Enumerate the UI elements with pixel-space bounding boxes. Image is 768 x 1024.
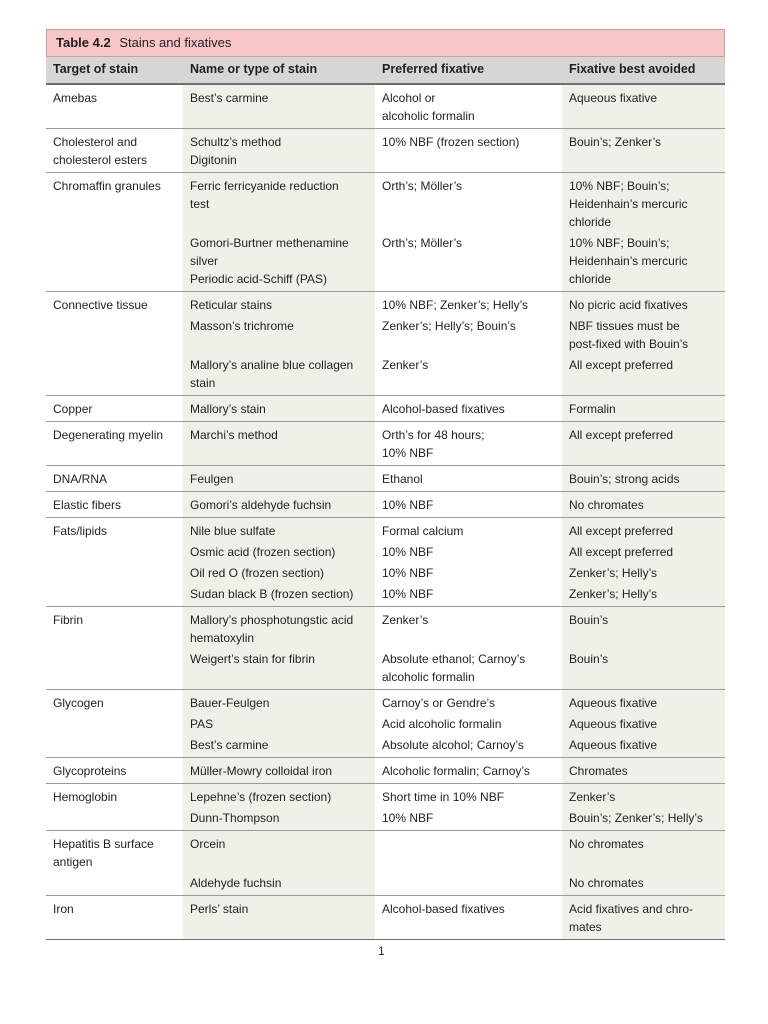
- cell-stain: Best’s carmine: [183, 736, 375, 757]
- cell-stain: Osmic acid (frozen section): [183, 543, 375, 564]
- table-row: [46, 234, 725, 291]
- cell-preferred-fixative: [375, 831, 562, 874]
- cell-preferred-fixative: [375, 874, 562, 895]
- cell-stain: Gomori-Burtner methenamine silver Periodic acid-Schiff (PAS): [183, 234, 375, 291]
- cell-preferred-fixative: Ethanol: [375, 466, 562, 491]
- table-row: [46, 784, 725, 809]
- cell-preferred-fixative: 10% NBF (frozen section): [375, 129, 562, 172]
- table-row: [46, 396, 725, 421]
- cell-preferred-fixative: Acid alcoholic formalin: [375, 715, 562, 736]
- header-preferred-fixative: Preferred fixative: [382, 62, 485, 76]
- cell-fixative-avoided: All except preferred: [562, 543, 725, 564]
- cell-fixative-avoided: Chromates: [562, 758, 725, 783]
- table-row: [46, 422, 725, 465]
- cell-fixative-avoided: Zenker’s; Helly’s: [562, 585, 725, 606]
- cell-stain: Mallory’s phosphotungstic acid hematoxylin: [183, 607, 375, 650]
- cell-preferred-fixative: Alcohol-based fixatives: [375, 396, 562, 421]
- cell-fixative-avoided: Aqueous fixative: [562, 85, 725, 128]
- cell-target: [46, 356, 183, 395]
- cell-fixative-avoided: No chromates: [562, 492, 725, 517]
- cell-fixative-avoided: Bouin’s: [562, 607, 725, 650]
- cell-fixative-avoided: Bouin’s; Zenker’s; Helly’s: [562, 809, 725, 830]
- cell-preferred-fixative: Alcohol-based fixatives: [375, 896, 562, 939]
- cell-fixative-avoided: Zenker’s; Helly’s: [562, 564, 725, 585]
- table-body: [46, 85, 725, 940]
- cell-preferred-fixative: 10% NBF: [375, 564, 562, 585]
- cell-fixative-avoided: NBF tissues must be post-fixed with Bouin’s: [562, 317, 725, 356]
- table-row: [46, 896, 725, 939]
- table-header: [46, 57, 725, 85]
- cell-fixative-avoided: No picric acid fixatives: [562, 292, 725, 317]
- cell-preferred-fixative: 10% NBF: [375, 492, 562, 517]
- cell-preferred-fixative: Zenker’s: [375, 607, 562, 650]
- cell-target: Amebas: [46, 85, 183, 128]
- cell-preferred-fixative: Absolute ethanol; Carnoy’s alcoholic formalin: [375, 650, 562, 689]
- cell-stain: Schultz’s method Digitonin: [183, 129, 375, 172]
- table-row: [46, 874, 725, 895]
- cell-target: Glycoproteins: [46, 758, 183, 783]
- cell-preferred-fixative: Alcoholic formalin; Carnoy’s: [375, 758, 562, 783]
- cell-stain: Orcein: [183, 831, 375, 874]
- cell-target: Fats/lipids: [46, 518, 183, 543]
- cell-stain: Dunn-Thompson: [183, 809, 375, 830]
- cell-target: Iron: [46, 896, 183, 939]
- cell-preferred-fixative: 10% NBF: [375, 809, 562, 830]
- cell-stain: Marchi’s method: [183, 422, 375, 465]
- cell-preferred-fixative: 10% NBF: [375, 543, 562, 564]
- table-row: [46, 758, 725, 783]
- cell-fixative-avoided: 10% NBF; Bouin’s; Heidenhain’s mercuric chloride: [562, 234, 725, 291]
- table-row: [46, 356, 725, 395]
- table-row: [46, 564, 725, 585]
- cell-stain: Nile blue sulfate: [183, 518, 375, 543]
- cell-target: Chromaffin granules: [46, 173, 183, 234]
- table-group: [46, 758, 725, 784]
- cell-target: DNA/RNA: [46, 466, 183, 491]
- cell-target: Copper: [46, 396, 183, 421]
- table-group: [46, 173, 725, 292]
- table-group: [46, 85, 725, 129]
- table-row: [46, 543, 725, 564]
- table-row: [46, 173, 725, 234]
- table-group: [46, 492, 725, 518]
- cell-preferred-fixative: Formal calcium: [375, 518, 562, 543]
- cell-stain: Reticular stains: [183, 292, 375, 317]
- table-group: [46, 784, 725, 831]
- cell-target: Hemoglobin: [46, 784, 183, 809]
- cell-stain: Mallory’s analine blue collagen stain: [183, 356, 375, 395]
- cell-preferred-fixative: 10% NBF: [375, 585, 562, 606]
- cell-target: [46, 543, 183, 564]
- cell-preferred-fixative: Zenker’s: [375, 356, 562, 395]
- cell-stain: Müller-Mowry colloidal iron: [183, 758, 375, 783]
- cell-target: Cholesterol and cholesterol esters: [46, 129, 183, 172]
- cell-fixative-avoided: All except preferred: [562, 518, 725, 543]
- table-row: [46, 809, 725, 830]
- cell-stain: Aldehyde fuchsin: [183, 874, 375, 895]
- cell-preferred-fixative: Orth’s for 48 hours; 10% NBF: [375, 422, 562, 465]
- table-row: [46, 690, 725, 715]
- cell-preferred-fixative: Orth’s; Möller’s: [375, 173, 562, 234]
- cell-stain: Perls’ stain: [183, 896, 375, 939]
- stains-table: [46, 29, 725, 940]
- cell-preferred-fixative: Absolute alcohol; Carnoy’s: [375, 736, 562, 757]
- cell-target: [46, 650, 183, 689]
- cell-target: Hepatitis B surface antigen: [46, 831, 183, 874]
- table-caption: [46, 29, 725, 57]
- cell-stain: Weigert’s stain for fibrin: [183, 650, 375, 689]
- cell-target: Degenerating myelin: [46, 422, 183, 465]
- table-row: [46, 831, 725, 874]
- cell-fixative-avoided: Bouin’s; strong acids: [562, 466, 725, 491]
- cell-fixative-avoided: Formalin: [562, 396, 725, 421]
- table-row: [46, 292, 725, 317]
- cell-fixative-avoided: 10% NBF; Bouin’s; Heidenhain’s mercuric chloride: [562, 173, 725, 234]
- cell-fixative-avoided: Aqueous fixative: [562, 736, 725, 757]
- header-target: Target of stain: [53, 62, 139, 76]
- cell-fixative-avoided: Bouin’s; Zenker’s: [562, 129, 725, 172]
- cell-preferred-fixative: Zenker’s; Helly’s; Bouin’s: [375, 317, 562, 356]
- cell-stain: Gomori’s aldehyde fuchsin: [183, 492, 375, 517]
- table-row: [46, 607, 725, 650]
- table-row: [46, 650, 725, 689]
- page-number: 1: [378, 944, 385, 958]
- cell-fixative-avoided: Bouin’s: [562, 650, 725, 689]
- cell-target: [46, 564, 183, 585]
- cell-target: Connective tissue: [46, 292, 183, 317]
- cell-target: [46, 736, 183, 757]
- table-number: Table 4.2: [56, 35, 111, 50]
- cell-fixative-avoided: Acid fixatives and chro- mates: [562, 896, 725, 939]
- cell-preferred-fixative: Alcohol or alcoholic formalin: [375, 85, 562, 128]
- table-group: [46, 896, 725, 940]
- cell-stain: Mallory’s stain: [183, 396, 375, 421]
- cell-fixative-avoided: All except preferred: [562, 422, 725, 465]
- table-group: [46, 831, 725, 896]
- header-stain: Name or type of stain: [190, 62, 318, 76]
- cell-fixative-avoided: Aqueous fixative: [562, 690, 725, 715]
- cell-stain: Masson’s trichrome: [183, 317, 375, 356]
- table-row: [46, 715, 725, 736]
- cell-fixative-avoided: No chromates: [562, 831, 725, 874]
- cell-stain: Oil red O (frozen section): [183, 564, 375, 585]
- cell-stain: Bauer-Feulgen: [183, 690, 375, 715]
- table-group: [46, 607, 725, 690]
- cell-fixative-avoided: No chromates: [562, 874, 725, 895]
- cell-stain: Sudan black B (frozen section): [183, 585, 375, 606]
- cell-target: Glycogen: [46, 690, 183, 715]
- cell-target: Fibrin: [46, 607, 183, 650]
- table-row: [46, 129, 725, 172]
- table-row: [46, 317, 725, 356]
- table-group: [46, 466, 725, 492]
- cell-stain: Ferric ferricyanide reduction test: [183, 173, 375, 234]
- cell-preferred-fixative: 10% NBF; Zenker’s; Helly’s: [375, 292, 562, 317]
- cell-preferred-fixative: Carnoy’s or Gendre’s: [375, 690, 562, 715]
- cell-fixative-avoided: Zenker’s: [562, 784, 725, 809]
- cell-stain: PAS: [183, 715, 375, 736]
- cell-stain: Best’s carmine: [183, 85, 375, 128]
- cell-target: [46, 715, 183, 736]
- cell-target: [46, 234, 183, 291]
- table-group: [46, 422, 725, 466]
- header-fixative-avoided: Fixative best avoided: [569, 62, 696, 76]
- table-group: [46, 292, 725, 396]
- table-row: [46, 518, 725, 543]
- cell-stain: Feulgen: [183, 466, 375, 491]
- cell-preferred-fixative: Short time in 10% NBF: [375, 784, 562, 809]
- table-group: [46, 396, 725, 422]
- cell-fixative-avoided: All except preferred: [562, 356, 725, 395]
- table-group: [46, 129, 725, 173]
- cell-target: Elastic fibers: [46, 492, 183, 517]
- cell-fixative-avoided: Aqueous fixative: [562, 715, 725, 736]
- table-row: [46, 492, 725, 517]
- cell-target: [46, 809, 183, 830]
- table-group: [46, 690, 725, 758]
- cell-target: [46, 874, 183, 895]
- table-row: [46, 585, 725, 606]
- cell-preferred-fixative: Orth’s; Möller’s: [375, 234, 562, 291]
- table-row: [46, 736, 725, 757]
- table-title: Stains and fixatives: [119, 35, 232, 50]
- cell-stain: Lepehne’s (frozen section): [183, 784, 375, 809]
- table-row: [46, 85, 725, 128]
- table-row: [46, 466, 725, 491]
- cell-target: [46, 585, 183, 606]
- cell-target: [46, 317, 183, 356]
- table-group: [46, 518, 725, 607]
